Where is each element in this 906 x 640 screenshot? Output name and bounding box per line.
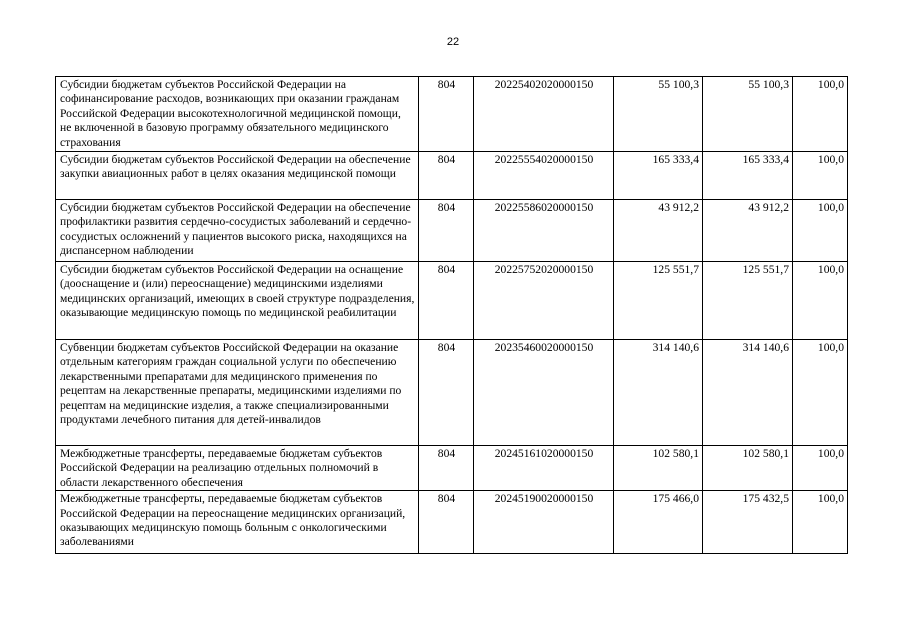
cell-kbk: 20235460020000150 [474,340,614,446]
cell-percent: 100,0 [793,491,848,554]
table-row [56,262,848,340]
cell-code: 804 [419,491,474,554]
cell-fact: 165 333,4 [703,152,793,200]
cell-plan: 165 333,4 [614,152,703,200]
cell-plan: 43 912,2 [614,200,703,262]
cell-name: Субсидии бюджетам субъектов Российской Федерации на софинансирование расходов, возникающих при оказании гражданам Российской Федерации высокотехнологичной медицинской помощи, не включенной в базовую программу обязательного медицинского страхования [56,77,419,152]
cell-plan: 125 551,7 [614,262,703,340]
page-number: 22 [446,36,460,48]
cell-percent: 100,0 [793,200,848,262]
cell-percent: 100,0 [793,446,848,491]
cell-plan: 314 140,6 [614,340,703,446]
cell-plan: 175 466,0 [614,491,703,554]
cell-plan: 55 100,3 [614,77,703,152]
cell-name: Субвенции бюджетам субъектов Российской Федерации на оказание отдельным категориям граждан социальной услуги по обеспечению лекарственными препаратами для медицинского применения по рецептам на лекарственные препараты, медицинскими изделиями по рецептам на медицинские изделия, а также специализированными продуктами лечебного питания для детей-инвалидов [56,340,419,446]
cell-percent: 100,0 [793,77,848,152]
table-row [56,200,848,262]
cell-code: 804 [419,446,474,491]
cell-code: 804 [419,152,474,200]
cell-percent: 100,0 [793,262,848,340]
cell-kbk: 20245161020000150 [474,446,614,491]
cell-code: 804 [419,262,474,340]
cell-fact: 55 100,3 [703,77,793,152]
cell-fact: 102 580,1 [703,446,793,491]
cell-code: 804 [419,77,474,152]
cell-fact: 314 140,6 [703,340,793,446]
cell-kbk: 20245190020000150 [474,491,614,554]
cell-name: Межбюджетные трансферты, передаваемые бюджетам субъектов Российской Федерации на переоснащение медицинских организаций, оказывающих медицинскую помощь больным с онкологическими заболеваниями [56,491,419,554]
cell-fact: 125 551,7 [703,262,793,340]
table-row [56,340,848,446]
cell-name: Субсидии бюджетам субъектов Российской Федерации на обеспечение профилактики развития сердечно-сосудистых заболеваний и сердечно-сосудистых осложнений у пациентов высокого риска, находящихся на диспансерном наблюдении [56,200,419,262]
cell-fact: 175 432,5 [703,491,793,554]
cell-code: 804 [419,200,474,262]
table-body [56,77,848,554]
cell-name: Межбюджетные трансферты, передаваемые бюджетам субъектов Российской Федерации на реализацию отдельных полномочий в области лекарственного обеспечения [56,446,419,491]
cell-percent: 100,0 [793,152,848,200]
table-row [56,491,848,554]
cell-percent: 100,0 [793,340,848,446]
table-row [56,446,848,491]
table-row [56,77,848,152]
table-row [56,152,848,200]
cell-code: 804 [419,340,474,446]
cell-kbk: 20225402020000150 [474,77,614,152]
budget-table [55,76,848,554]
cell-fact: 43 912,2 [703,200,793,262]
cell-kbk: 20225586020000150 [474,200,614,262]
cell-kbk: 20225752020000150 [474,262,614,340]
cell-plan: 102 580,1 [614,446,703,491]
cell-name: Субсидии бюджетам субъектов Российской Федерации на оснащение (дооснащение и (или) переоснащение) медицинскими изделиями медицинских организаций, имеющих в своей структуре подразделения, оказывающие медицинскую помощь по медицинской реабилитации [56,262,419,340]
cell-kbk: 20225554020000150 [474,152,614,200]
cell-name: Субсидии бюджетам субъектов Российской Федерации на обеспечение закупки авиационных работ в целях оказания медицинской помощи [56,152,419,200]
